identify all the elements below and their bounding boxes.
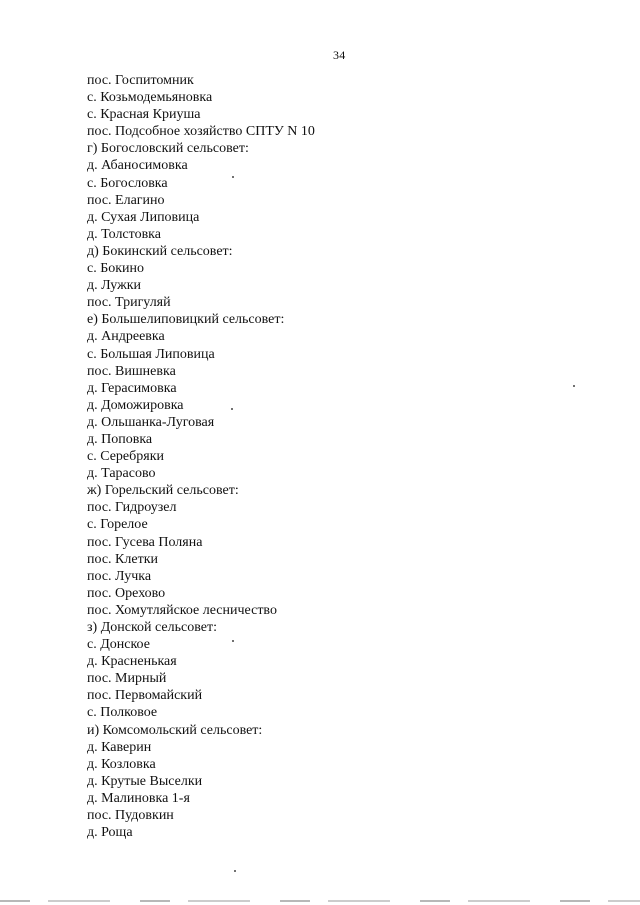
list-item: пос. Елагино xyxy=(87,192,165,208)
scan-speck xyxy=(573,385,575,387)
scan-speck xyxy=(231,408,233,410)
list-item: д. Андреевка xyxy=(87,329,165,345)
list-item: д) Бокинский сельсовет: xyxy=(87,243,233,259)
list-item: ж) Горельский сельсовет: xyxy=(87,483,239,499)
scan-bottom-edge xyxy=(0,900,640,902)
list-item: пос. Клетки xyxy=(87,551,159,567)
list-item: д. Толстовка xyxy=(87,226,161,242)
list-item: д. Роща xyxy=(87,825,133,841)
list-item: пос. Вишневка xyxy=(87,363,176,379)
list-item: д. Абаносимовка xyxy=(87,158,188,174)
list-item: с. Козьмодемьяновка xyxy=(87,90,213,106)
list-item: с. Богословка xyxy=(87,175,168,191)
list-item: пос. Мирный xyxy=(87,671,167,687)
list-item: пос. Пудовкин xyxy=(87,808,174,824)
list-item: д. Тарасово xyxy=(87,466,156,482)
list-item: е) Большелиповицкий сельсовет: xyxy=(87,312,285,328)
list-item: с. Полковое xyxy=(87,705,158,721)
settlement-list xyxy=(87,72,315,841)
list-item: пос. Гидроузел xyxy=(87,500,177,516)
list-item: с. Бокино xyxy=(87,261,145,277)
list-item: и) Комсомольский сельсовет: xyxy=(87,722,263,738)
list-item: пос. Лучка xyxy=(87,568,152,584)
list-item: д. Доможировка xyxy=(87,397,184,413)
list-item: пос. Первомайский xyxy=(87,688,203,704)
list-item: пос. Хомутляйское лесничество xyxy=(87,602,277,618)
list-item: з) Донской сельсовет: xyxy=(87,620,217,635)
page-number: 34 xyxy=(333,48,346,62)
list-item: д. Ольшанка-Луговая xyxy=(87,414,215,430)
list-item: с. Большая Липовица xyxy=(87,346,215,362)
list-item: с. Серебряки xyxy=(87,449,165,465)
list-item: г) Богословский сельсовет: xyxy=(87,141,249,157)
scan-speck xyxy=(232,176,234,178)
list-item: д. Крутые Выселки xyxy=(87,773,203,789)
scan-speck xyxy=(234,870,236,872)
list-item: пос. Тригуляй xyxy=(87,295,171,311)
list-item: пос. Госпитомник xyxy=(87,73,194,88)
list-item: д. Малиновка 1-я xyxy=(87,790,190,806)
list-item: д. Козловка xyxy=(87,756,156,772)
list-item: д. Сухая Липовица xyxy=(87,209,200,225)
list-item: пос. Гусева Поляна xyxy=(87,534,203,550)
list-item: д. Каверин xyxy=(87,739,152,755)
list-item: с. Горелое xyxy=(87,517,148,533)
list-item: д. Красненькая xyxy=(87,654,177,670)
list-item: с. Красная Криуша xyxy=(87,107,201,123)
list-item: пос. Подсобное хозяйство СПТУ N 10 xyxy=(87,124,315,140)
list-item: д. Лужки xyxy=(87,278,142,294)
scan-speck xyxy=(232,640,234,642)
list-item: с. Донское xyxy=(87,637,150,653)
list-item: д. Поповка xyxy=(87,431,153,447)
list-item: пос. Орехово xyxy=(87,585,166,601)
list-item: д. Герасимовка xyxy=(87,380,177,396)
